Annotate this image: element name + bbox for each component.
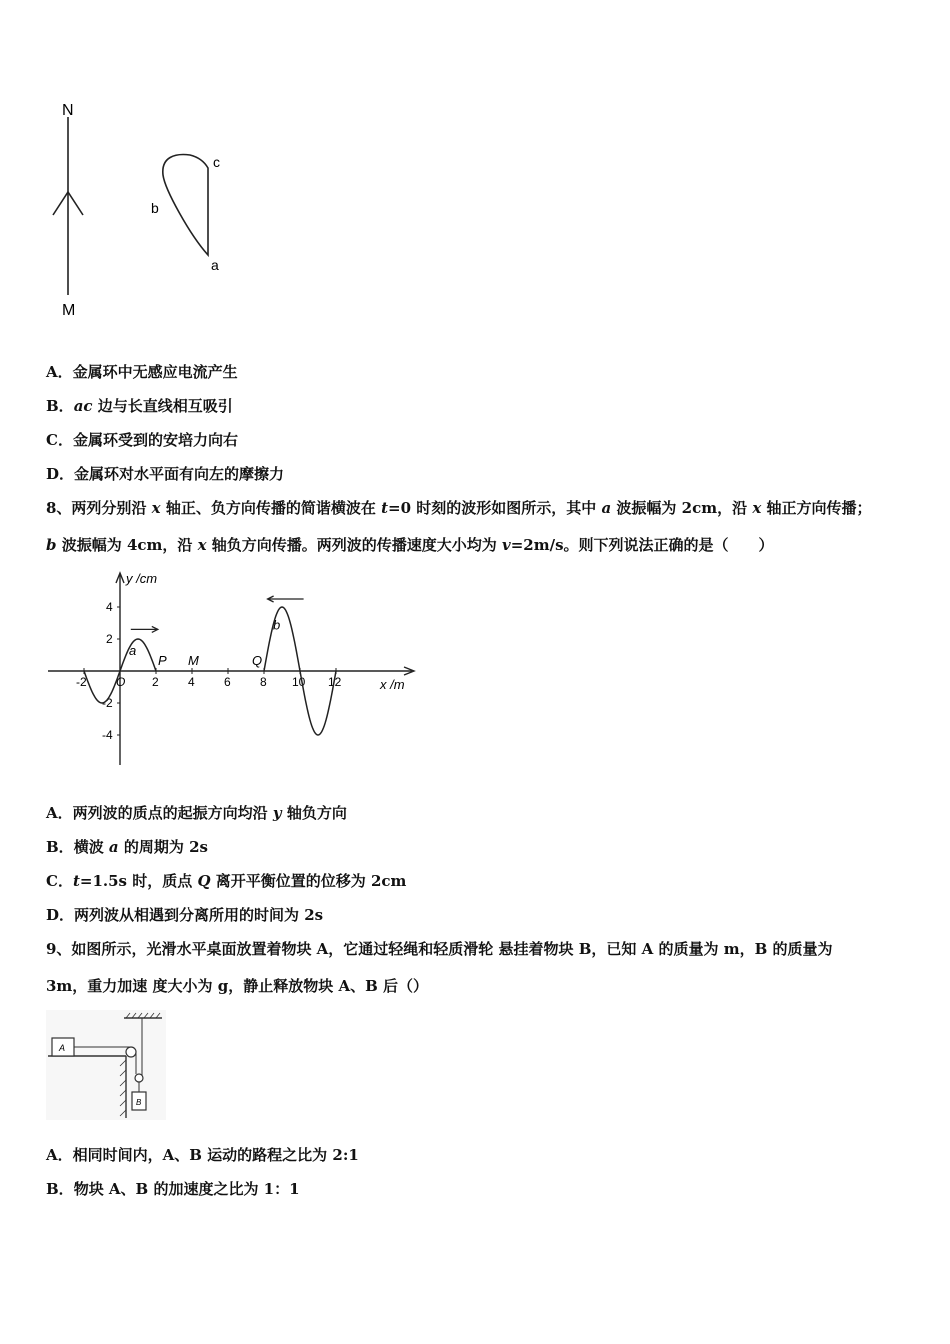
- movable-pulley: [135, 1074, 143, 1082]
- annotation-a: a: [129, 643, 137, 658]
- q7-figure: [40, 95, 240, 325]
- metal-ring: [163, 155, 208, 255]
- option-text: 边与长直线相互吸引: [92, 397, 233, 415]
- stem-italic: x: [752, 499, 762, 517]
- option-italic: y: [272, 804, 282, 822]
- option-label: C．: [46, 431, 73, 449]
- y-tick-label: 2: [106, 632, 113, 646]
- q8-option-c: [46, 870, 406, 891]
- option-label: A．: [46, 1146, 73, 1164]
- x-tick-label: 4: [188, 675, 195, 689]
- annotation-b: b: [273, 617, 281, 633]
- option-label: D．: [46, 465, 75, 483]
- q8-option-a: [46, 802, 347, 823]
- option-text: 物块 A、B 的加速度之比为 1：1: [73, 1180, 300, 1198]
- q9-option-b: [46, 1178, 300, 1199]
- option-label: A．: [46, 804, 73, 822]
- stem-text: 9、如图所示，光滑水平桌面放置着物块 A，它通过轻绳和轻质滑轮 悬挂着物块 B，已知 A 的质量为 m，B 的质量为: [46, 940, 833, 958]
- q9-stem-line1: [46, 938, 833, 959]
- x-tick-label: O: [116, 675, 126, 689]
- option-text: 金属环受到的安培力向右: [72, 431, 238, 449]
- y-tick-label: -4: [102, 728, 113, 742]
- option-text: 横波: [73, 838, 109, 856]
- y-axis-label: y /cm: [126, 571, 158, 586]
- option-text: 两列波的质点的起振方向均沿: [72, 804, 273, 822]
- block-b-label: B: [136, 1098, 142, 1107]
- stem-italic: a: [601, 499, 612, 517]
- option-text: =1.5s 时，质点: [79, 872, 198, 890]
- stem-italic: x: [151, 499, 161, 517]
- q7-option-c: [46, 429, 238, 450]
- stem-text: 波振幅为 4cm，沿: [56, 536, 198, 554]
- stem-text: =0 时刻的波形如图所示，其中: [388, 499, 602, 517]
- annotation-M: M: [188, 653, 199, 668]
- block-a-label: A: [59, 1043, 66, 1053]
- option-italic: ac: [73, 397, 93, 415]
- point-a-label: a: [211, 257, 219, 273]
- q9-option-a: [46, 1144, 359, 1165]
- option-label: B．: [46, 1180, 74, 1198]
- option-label: D．: [46, 906, 75, 924]
- option-label: B．: [46, 838, 74, 856]
- x-tick-label: 6: [224, 675, 231, 689]
- option-italic: t: [72, 872, 80, 890]
- option-text: 相同时间内，A、B 运动的路程之比为 2:1: [72, 1146, 359, 1164]
- stem-italic: b: [46, 536, 57, 554]
- south-label: M: [62, 302, 76, 319]
- option-italic: a: [108, 838, 119, 856]
- q7-option-a: [46, 361, 238, 382]
- stem-text: 3m，重力加速 度大小为 g，静止释放物块 A、B 后（）: [46, 977, 429, 995]
- option-text: 两列波从相遇到分离所用的时间为 2s: [74, 906, 324, 924]
- x-tick-label: 10: [292, 675, 306, 689]
- stem-text: 8、两列分别沿: [46, 499, 152, 517]
- option-italic: Q: [197, 872, 211, 890]
- x-tick-label: 12: [328, 675, 342, 689]
- stem-text: 轴负方向传播。两列波的传播速度大小均为: [206, 536, 503, 554]
- option-text: 金属环中无感应电流产生: [72, 363, 238, 381]
- q9-stem-line2: [46, 975, 428, 996]
- y-tick-label: 4: [106, 600, 113, 614]
- q8-option-b: [46, 836, 208, 857]
- stem-text: 波振幅为 2cm，沿: [611, 499, 753, 517]
- stem-text: 轴正方向传播；: [761, 499, 872, 517]
- annotation-Q: Q: [252, 653, 263, 668]
- x-tick-label: 8: [260, 675, 267, 689]
- stem-text: 轴正、负方向传播的简谐横波在: [160, 499, 382, 517]
- x-tick-label: 2: [152, 675, 159, 689]
- option-text: 轴负方向: [281, 804, 347, 822]
- stem-italic: x: [197, 536, 207, 554]
- q7-option-b: [46, 395, 233, 416]
- north-label: N: [62, 102, 74, 119]
- option-text: 离开平衡位置的位移为 2cm: [210, 872, 407, 890]
- fixed-pulley: [126, 1047, 136, 1057]
- option-label: A．: [46, 363, 73, 381]
- stem-italic: t: [381, 499, 389, 517]
- q8-stem-line2: [46, 534, 774, 555]
- pulley-figure: [46, 1010, 166, 1120]
- point-b-label: b: [151, 200, 159, 216]
- x-tick-label: -2: [76, 675, 87, 689]
- annotation-P: P: [158, 653, 167, 668]
- x-axis-label: x /m: [380, 677, 405, 692]
- q8-option-d: [46, 904, 323, 925]
- y-tick-label: -2: [102, 696, 113, 710]
- stem-italic: v: [502, 536, 511, 554]
- point-c-label: c: [213, 154, 220, 170]
- stem-text: =2m/s。则下列说法正确的是（ ）: [510, 536, 774, 554]
- q8-stem-line1: [46, 497, 872, 518]
- option-label: B．: [46, 397, 74, 415]
- option-text: 金属环对水平面有向左的摩擦力: [74, 465, 285, 483]
- option-text: 的周期为 2s: [118, 838, 208, 856]
- option-label: C．: [46, 872, 73, 890]
- wave-chart: [44, 565, 424, 770]
- q7-option-d: [46, 463, 284, 484]
